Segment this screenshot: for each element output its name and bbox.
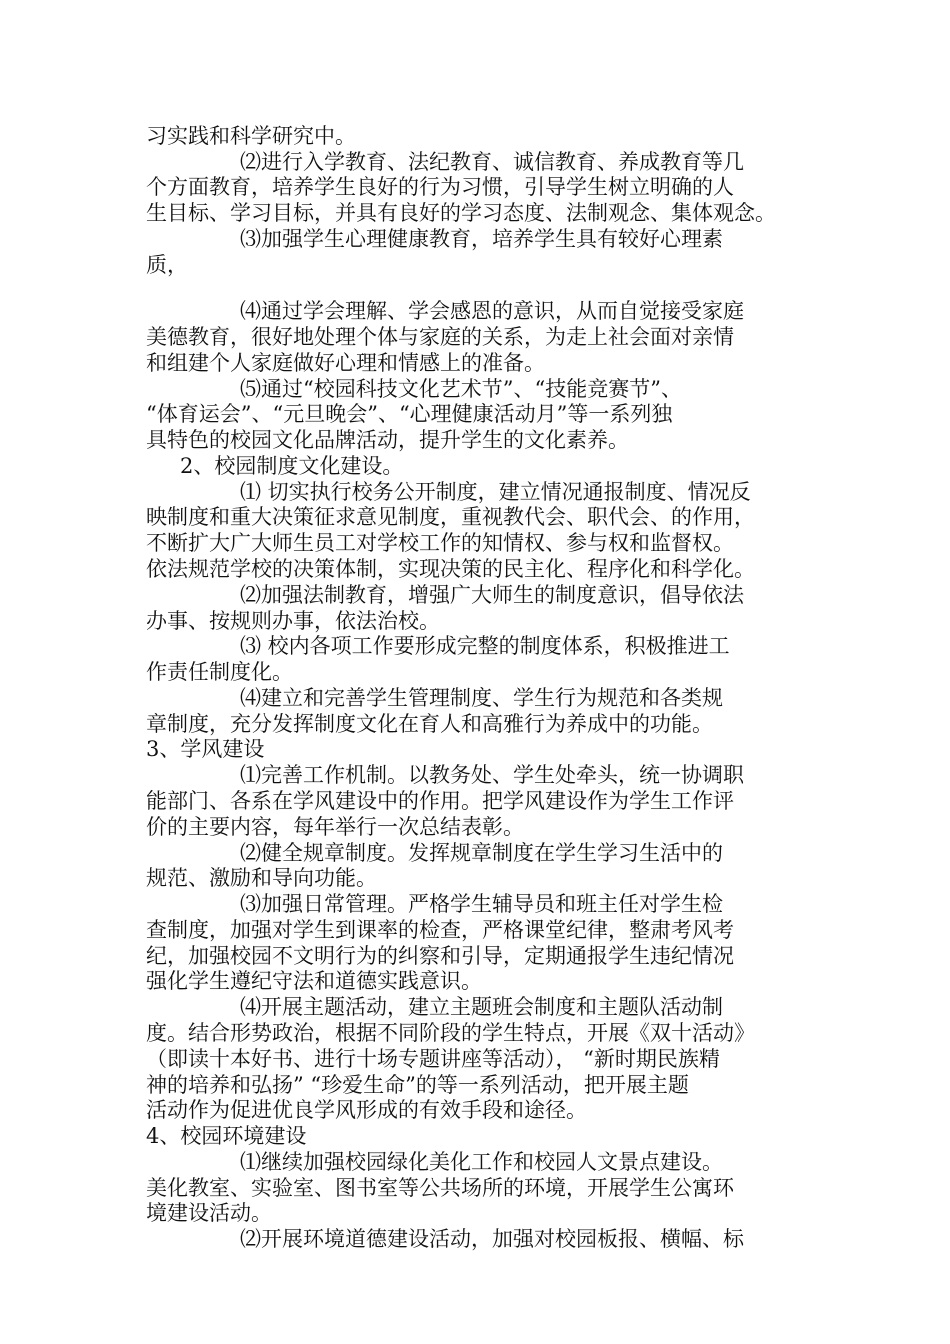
text-line: 强化学生遵纪守法和道德实践意识。 [146, 969, 482, 993]
text-line: 查制度，加强对学生到课率的检查，严格课堂纪律，整肃考风考 [146, 918, 734, 942]
text-line: 依法规范学校的决策体制，实现决策的民主化、程序化和科学化。 [146, 557, 755, 581]
text-line: ⑵开展环境道德建设活动，加强对校园板报、横幅、标 [240, 1227, 744, 1251]
text-line: 习实践和科学研究中。 [146, 124, 356, 148]
text-line: ⑶加强日常管理。严格学生辅导员和班主任对学生检 [240, 892, 723, 916]
text-line: “体育运会”、“元旦晚会”、“心理健康活动月”等一系列独 [146, 402, 673, 426]
text-line: 具特色的校园文化品牌活动，提升学生的文化素养。 [146, 428, 629, 452]
text-line: 规范、激励和导向功能。 [146, 866, 377, 890]
text-line: 个方面教育，培养学生良好的行为习惯，引导学生树立明确的人 [146, 175, 734, 199]
text-line: 纪，加强校园不文明行为的纠察和引导，定期通报学生违纪情况 [146, 944, 734, 968]
text-line: 能部门、各系在学风建设中的作用。把学风建设作为学生工作评 [146, 789, 734, 813]
text-line: 价的主要内容，每年举行一次总结表彰。 [146, 815, 524, 839]
text-line: 美德教育，很好地处理个体与家庭的关系，为走上社会面对亲情 [146, 325, 734, 349]
text-line: 神的培养和弘扬” “珍爱生命”的等一系列活动，把开展主题 [146, 1073, 689, 1097]
text-line: 质， [146, 253, 188, 277]
text-line: ⑶加强学生心理健康教育，培养学生具有较好心理素 [240, 227, 723, 251]
text-line: ⑵进行入学教育、法纪教育、诚信教育、养成教育等几 [240, 150, 744, 174]
text-line: 生目标、学习目标，并具有良好的学习态度、法制观念、集体观念。 [146, 201, 776, 225]
text-line: ⑵加强法制教育，增强广大师生的制度意识，倡导依法 [240, 583, 744, 607]
text-line: 不断扩大广大师生员工对学校工作的知情权、参与权和监督权。 [146, 531, 734, 555]
text-line: （即读十本好书、进行十场专题讲座等活动）， “新时期民族精 [146, 1047, 720, 1071]
text-line: 章制度，充分发挥制度文化在育人和高雅行为养成中的功能。 [146, 712, 713, 736]
text-line: ⑴继续加强校园绿化美化工作和校园人文景点建设。 [240, 1150, 723, 1174]
text-line: 度。结合形势政治，根据不同阶段的学生特点，开展《双十活动》 [146, 1021, 755, 1045]
section-heading: 4、校园环境建设 [146, 1124, 307, 1148]
section-heading: 3、学风建设 [146, 737, 265, 761]
text-line: 作责任制度化。 [146, 660, 293, 684]
text-line: ⑷建立和完善学生管理制度、学生行为规范和各类规 [240, 686, 723, 710]
text-line: 办事、按规则办事，依法治校。 [146, 609, 440, 633]
text-line: ⑷通过学会理解、学会感恩的意识，从而自觉接受家庭 [240, 299, 744, 323]
text-line: ⑴ 切实执行校务公开制度，建立情况通报制度、情况反 [240, 480, 751, 504]
text-line: ⑵健全规章制度。发挥规章制度在学生学习生活中的 [240, 841, 723, 865]
section-heading: 2、校园制度文化建设。 [180, 454, 404, 478]
text-line: 活动作为促进优良学风形成的有效手段和途径。 [146, 1098, 587, 1122]
text-line: 美化教室、实验室、图书室等公共场所的环境，开展学生公寓环 [146, 1176, 734, 1200]
text-line: 境建设活动。 [146, 1201, 272, 1225]
text-line: ⑶ 校内各项工作要形成完整的制度体系，积极推进工 [240, 634, 730, 658]
text-line: 和组建个人家庭做好心理和情感上的准备。 [146, 351, 545, 375]
text-line: ⑷开展主题活动，建立主题班会制度和主题队活动制 [240, 995, 723, 1019]
text-line: ⑸通过“校园科技文化艺术节”、“技能竞赛节”、 [240, 377, 682, 401]
text-line: 映制度和重大决策征求意见制度，重视教代会、职代会、的作用， [146, 505, 755, 529]
text-line: ⑴完善工作机制。以教务处、学生处牵头，统一协调职 [240, 763, 744, 787]
